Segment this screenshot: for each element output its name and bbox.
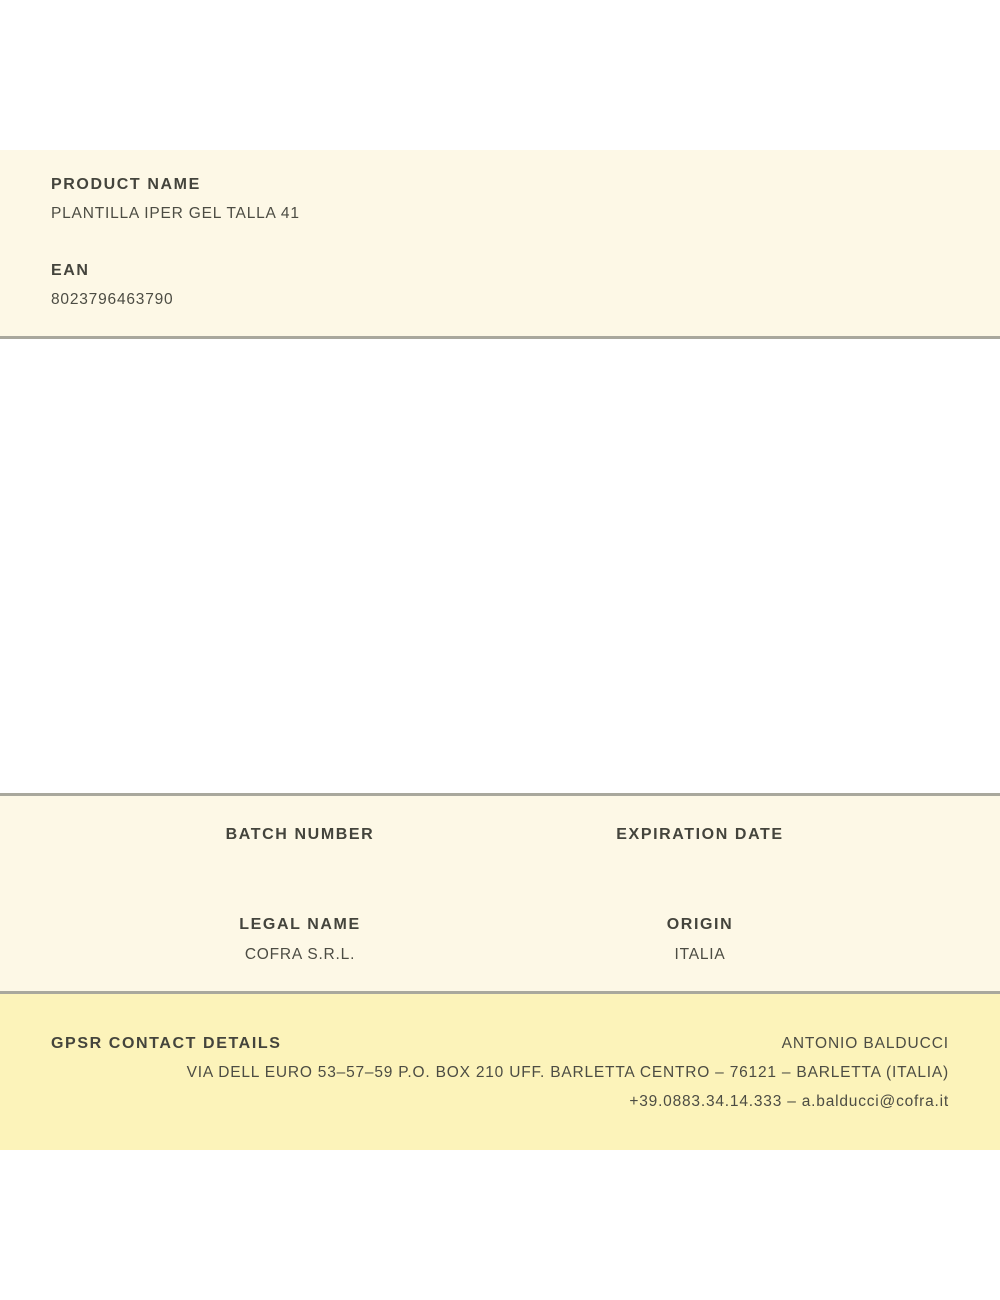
middle-spacer [0, 339, 1000, 793]
legal-name-value: COFRA S.R.L. [244, 946, 356, 963]
product-name-label: PRODUCT NAME [51, 176, 201, 193]
top-spacer [0, 0, 1000, 150]
origin-value: ITALIA [674, 946, 726, 963]
product-name-value: PLANTILLA IPER GEL TALLA 41 [51, 205, 300, 222]
contact-header-row [51, 1034, 949, 1054]
gpsr-contact-details-label: GPSR CONTACT DETAILS [51, 1035, 282, 1052]
product-info-section [0, 150, 1000, 339]
product-name-field [51, 175, 949, 224]
contact-person-name: ANTONIO BALDUCCI [781, 1035, 949, 1052]
contact-address: VIA DELL EURO 53–57–59 P.O. BOX 210 UFF. BARLETTA CENTRO – 76121 – BARLETTA (ITALIA) [186, 1064, 949, 1081]
ean-label: EAN [51, 262, 90, 279]
batch-number-value [100, 845, 500, 915]
bottom-spacer [0, 1150, 1000, 1300]
details-section [0, 793, 1000, 994]
details-grid [100, 825, 900, 965]
origin-label: ORIGIN [666, 916, 734, 933]
expiration-origin-column [500, 825, 900, 965]
legal-name-label: LEGAL NAME [239, 916, 361, 933]
expiration-date-value [500, 845, 900, 915]
contact-phone-email: +39.0883.34.14.333 – a.balducci@cofra.it [629, 1093, 949, 1110]
expiration-date-label: EXPIRATION DATE [616, 826, 784, 843]
batch-number-label: BATCH NUMBER [225, 826, 375, 843]
ean-field [51, 261, 949, 310]
ean-value: 8023796463790 [51, 291, 174, 308]
batch-legal-column [100, 825, 500, 965]
gpsr-contact-section [0, 994, 1000, 1150]
